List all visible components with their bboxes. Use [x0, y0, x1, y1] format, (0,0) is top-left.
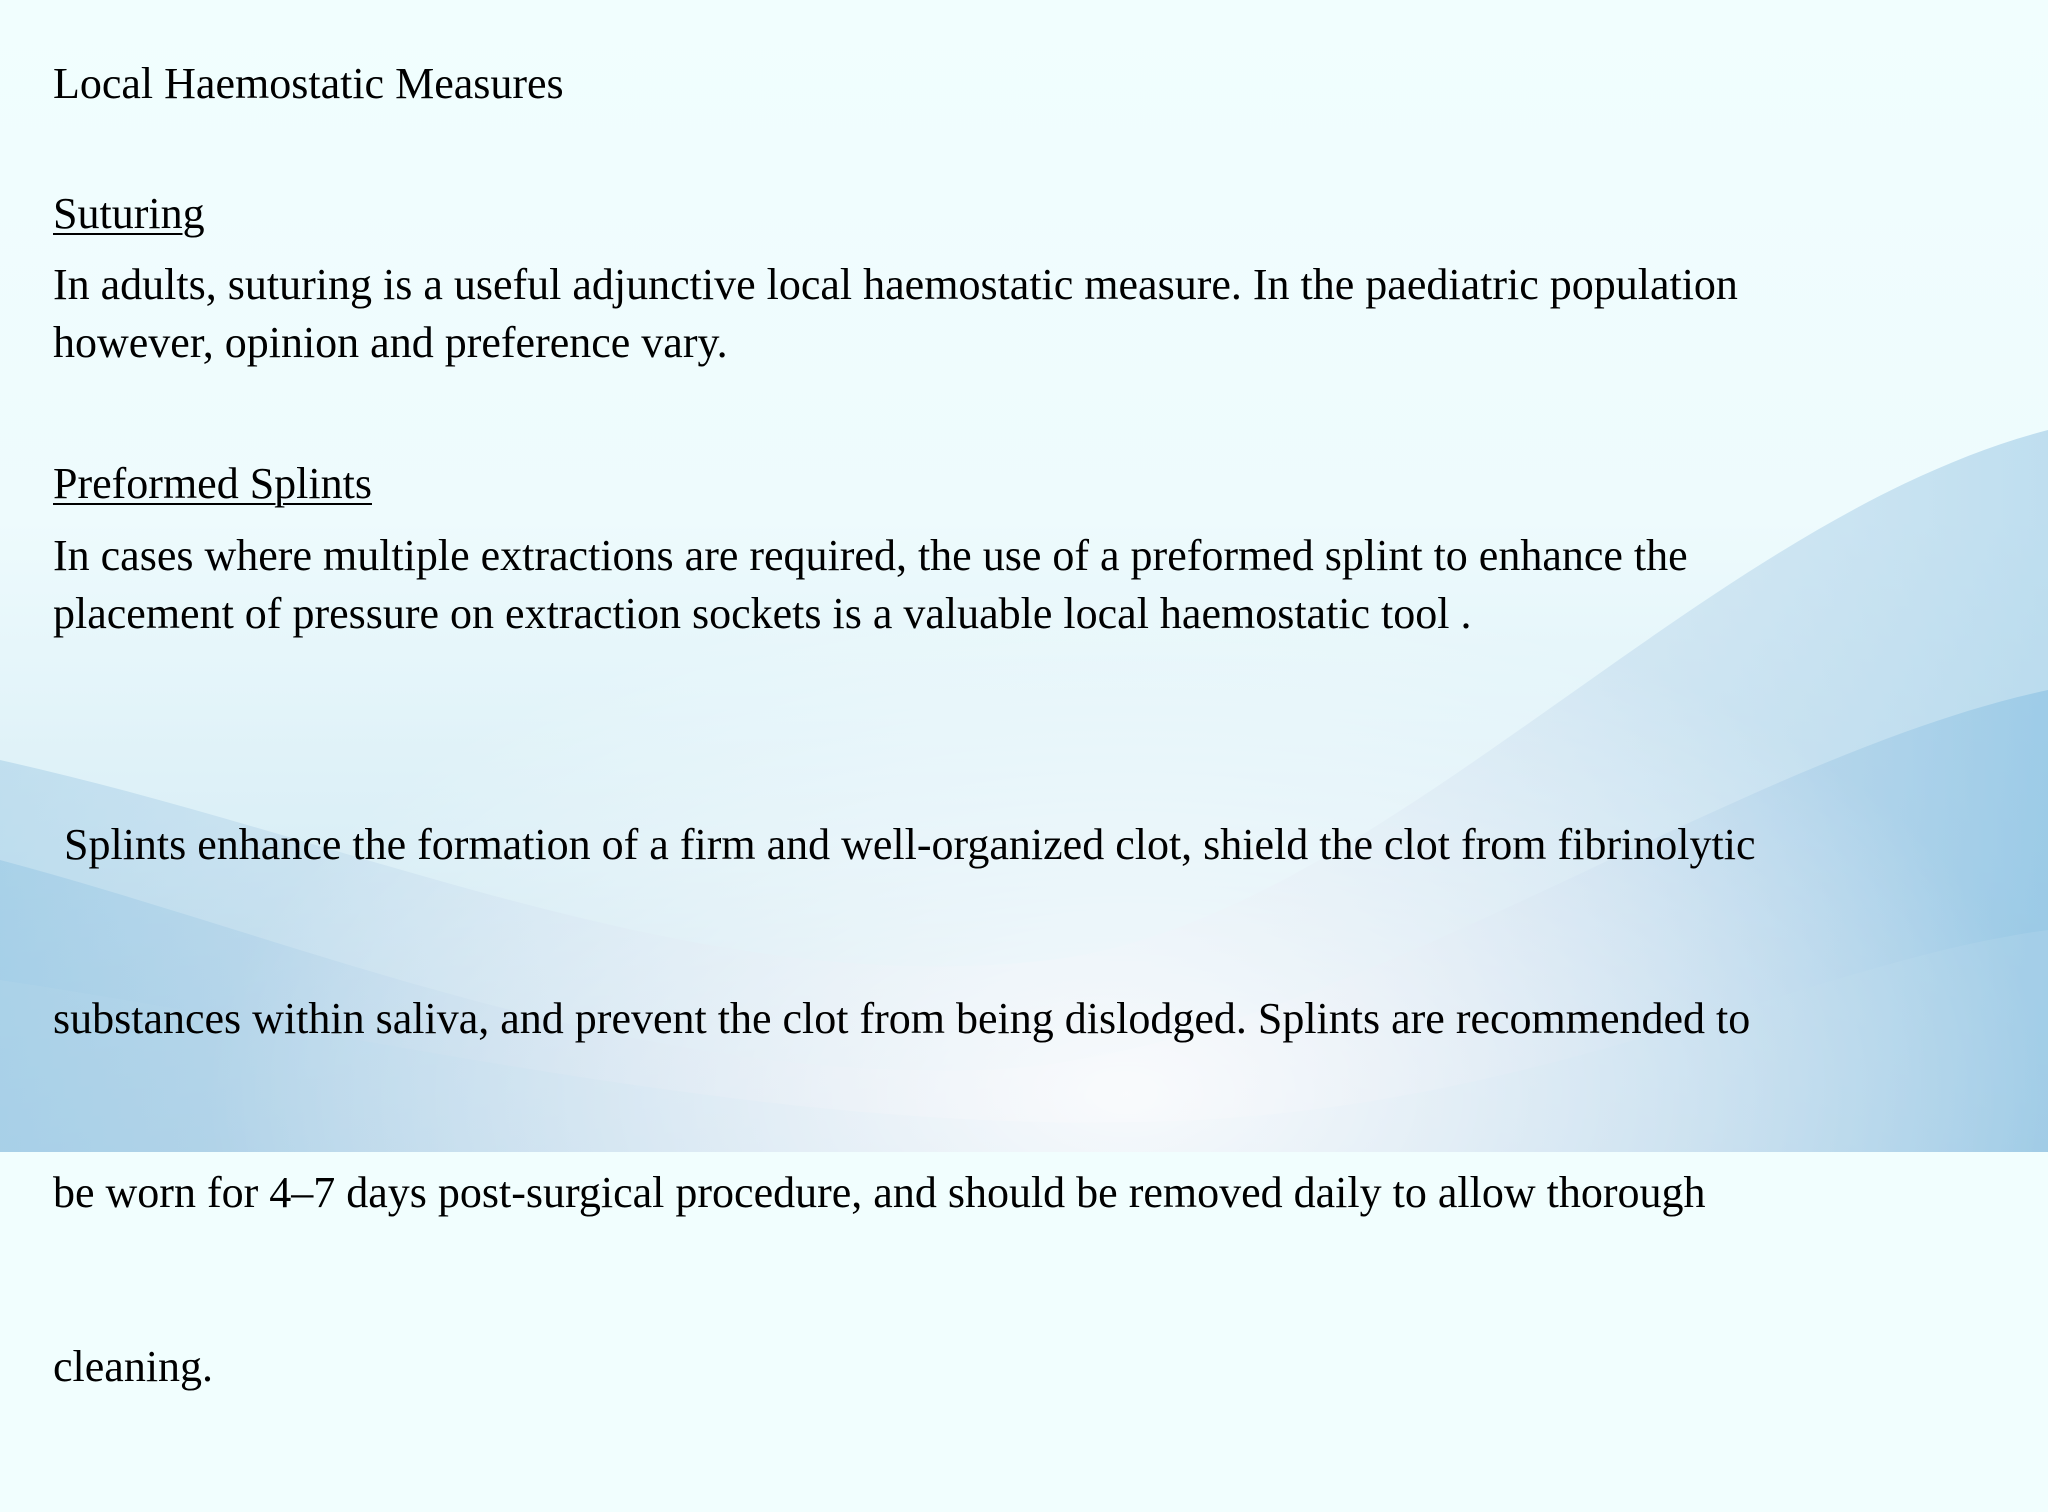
- paragraph-line: Splints enhance the formation of a firm and well-organized clot, shield the clot from fibrinolytic: [53, 820, 1756, 869]
- splints-paragraph-2: [53, 700, 1983, 1512]
- slide-title: Local Haemostatic Measures: [53, 59, 564, 108]
- paragraph-line: In cases where multiple extractions are required, the use of a preformed splint to enhance the: [53, 531, 1688, 580]
- section-heading-preformed-splints: Preformed Splints: [53, 459, 372, 508]
- paragraph-line: substances within saliva, and prevent the clot from being dislodged. Splints are recommended to: [53, 994, 1751, 1043]
- splints-paragraph-1: [53, 527, 1983, 643]
- paragraph-line: be worn for 4–7 days post-surgical procedure, and should be removed daily to allow thorough: [53, 1168, 1706, 1217]
- paragraph-line: cleaning.: [53, 1342, 214, 1391]
- section-heading-suturing: Suturing: [53, 189, 205, 238]
- paragraph-line: placement of pressure on extraction sockets is a valuable local haemostatic tool .: [53, 589, 1472, 638]
- suturing-paragraph: [53, 256, 1983, 372]
- paragraph-line: however, opinion and preference vary.: [53, 318, 728, 367]
- paragraph-line: In adults, suturing is a useful adjunctive local haemostatic measure. In the paediatric population: [53, 260, 1738, 309]
